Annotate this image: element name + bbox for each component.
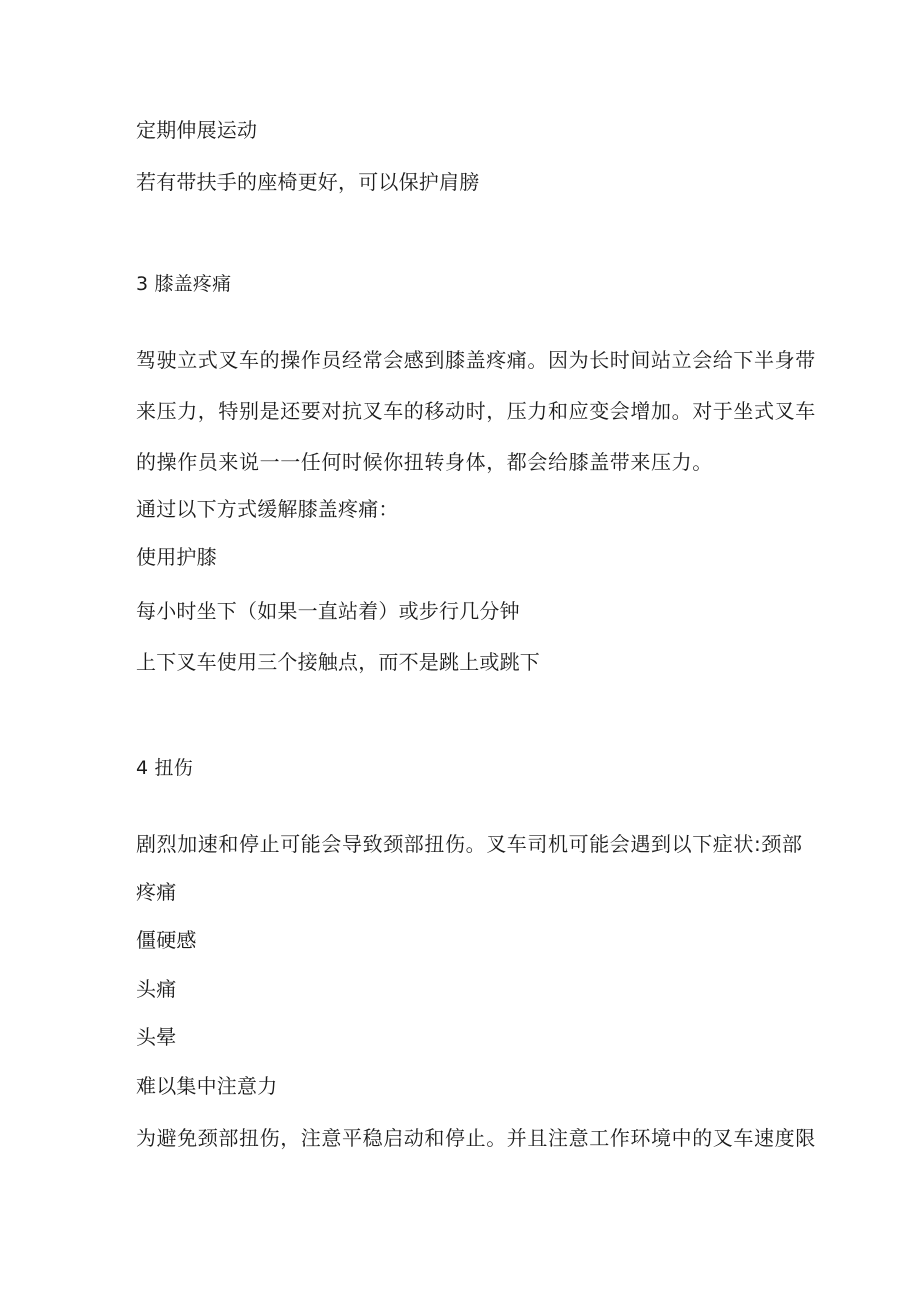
- paragraph-line: 来压力，特别是还要对抗叉车的移动时，压力和应变会增加。对于坐式叉车: [136, 399, 816, 423]
- paragraph-line: 为避免颈部扭伤，注意平稳启动和停止。并且注意工作环境中的叉车速度限: [136, 1126, 816, 1150]
- paragraph-line: 疼痛: [136, 880, 177, 904]
- paragraph-line: 的操作员来说一一任何时候你扭转身体，都会给膝盖带来压力。: [136, 450, 713, 474]
- list-item: 定期伸展运动: [136, 118, 258, 142]
- list-item: 难以集中注意力: [136, 1074, 278, 1098]
- paragraph-line: 驾驶立式叉车的操作员经常会感到膝盖疼痛。因为长时间站立会给下半身带: [136, 348, 816, 372]
- list-item: 使用护膝: [136, 545, 217, 569]
- list-item: 每小时坐下（如果一直站着）或步行几分钟: [136, 599, 520, 623]
- section-heading: 3 膝盖疼痛: [136, 273, 232, 295]
- list-item: 上下叉车使用三个接触点，而不是跳上或跳下: [136, 650, 540, 674]
- list-item: 头痛: [136, 977, 177, 1001]
- list-item: 僵硬感: [136, 928, 197, 952]
- list-item: 若有带扶手的座椅更好，可以保护肩膀: [136, 170, 480, 194]
- list-item: 头晕: [136, 1025, 177, 1049]
- paragraph-line: 剧烈加速和停止可能会导致颈部扭伤。叉车司机可能会遇到以下症状:颈部: [136, 832, 803, 856]
- paragraph-line: 通过以下方式缓解膝盖疼痛：: [136, 497, 399, 521]
- section-heading: 4 扭伤: [136, 757, 193, 779]
